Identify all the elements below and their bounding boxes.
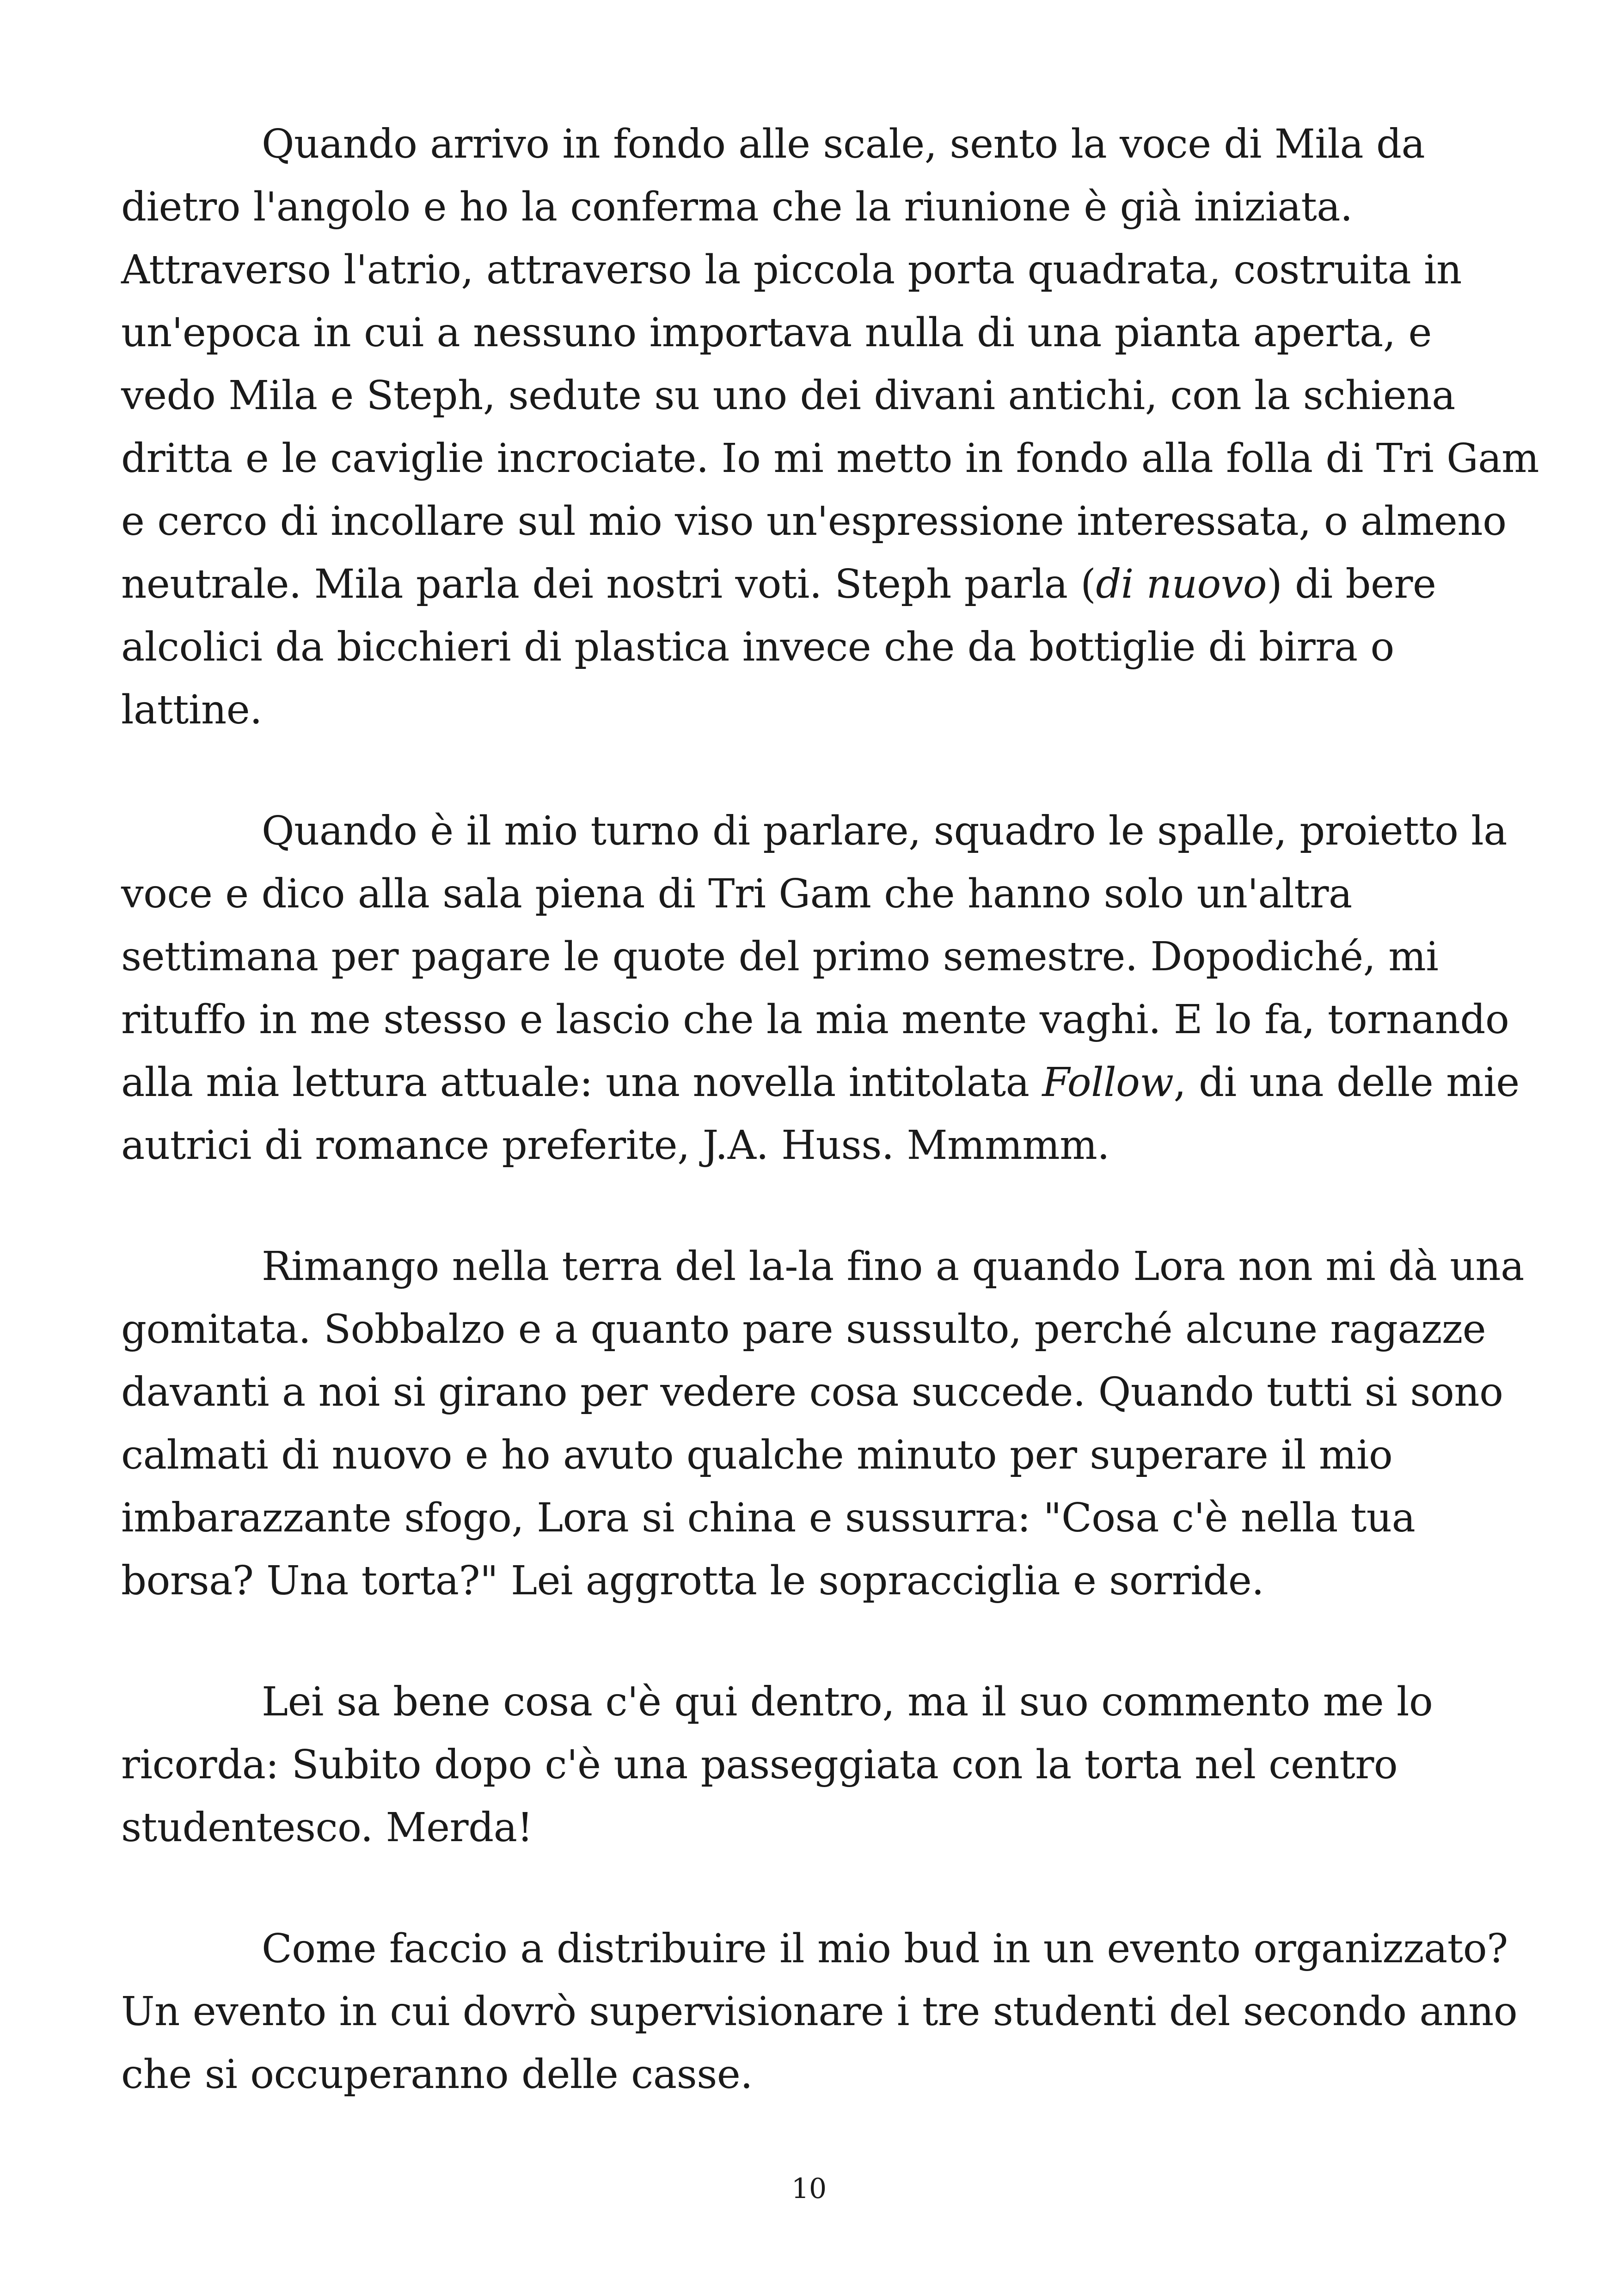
- text-line: calmati di nuovo e ho avuto qualche minuto per superare il mio: [121, 1432, 1393, 1478]
- text-line: Un evento in cui dovrò supervisionare i tre studenti del secondo anno: [121, 1989, 1518, 2035]
- text-line: Rimango nella terra del la-la fino a quando Lora non mi dà una: [262, 1243, 1524, 1290]
- italic-phrase: di nuovo: [1096, 561, 1267, 607]
- text-line: voce e dico alla sala piena di Tri Gam che hanno solo un'altra: [121, 871, 1352, 917]
- text-line: studentesco. Merda!: [121, 1805, 533, 1851]
- text-line: alcolici da bicchieri di plastica invece che da bottiglie di birra o: [121, 624, 1394, 670]
- text-segment: , di una delle mie: [1173, 1059, 1520, 1106]
- paragraph-1: [121, 113, 1539, 741]
- text-line: [121, 1051, 1520, 1114]
- text-line: Lei sa bene cosa c'è qui dentro, ma il suo commento me lo: [262, 1679, 1433, 1725]
- text-line: borsa? Una torta?" Lei aggrotta le sopracciglia e sorride.: [121, 1558, 1264, 1604]
- paragraph-5: [121, 1917, 1518, 2106]
- text-segment: ) di bere: [1267, 561, 1436, 607]
- text-line: Come faccio a distribuire il mio bud in un evento organizzato?: [262, 1926, 1508, 1972]
- text-line: autrici di romance preferite, J.A. Huss. Mmmmm.: [121, 1122, 1110, 1169]
- text-line: che si occuperanno delle casse.: [121, 2051, 753, 2098]
- text-line: [121, 553, 1508, 616]
- paragraph-4: [121, 1671, 1508, 1859]
- text-line: Attraverso l'atrio, attraverso la piccola porta quadrata, costruita in: [121, 247, 1462, 293]
- text-line: vedo Mila e Steph, sedute su uno dei divani antichi, con la schiena: [121, 373, 1455, 419]
- text-line: Quando arrivo in fondo alle scale, sento la voce di Mila da: [262, 121, 1425, 167]
- text-segment: neutrale. Mila parla dei nostri voti. Steph parla (: [121, 561, 1096, 607]
- text-line: davanti a noi si girano per vedere cosa succede. Quando tutti si sono: [121, 1369, 1503, 1415]
- text-line: un'epoca in cui a nessuno importava nulla di una pianta aperta, e: [121, 310, 1432, 356]
- text-line: Quando è il mio turno di parlare, squadro le spalle, proietto la: [262, 808, 1508, 854]
- text-line: gomitata. Sobbalzo e a quanto pare sussulto, perché alcune ragazze: [121, 1306, 1486, 1353]
- paragraph-2: [121, 800, 1520, 1177]
- text-line: e cerco di incollare sul mio viso un'espressione interessata, o almeno: [121, 498, 1507, 545]
- book-title: Follow: [1042, 1059, 1174, 1106]
- page-body: [121, 113, 1539, 2164]
- paragraph-3: [121, 1235, 1524, 1612]
- text-line: settimana per pagare le quote del primo semestre. Dopodiché, mi: [121, 934, 1439, 980]
- text-line: imbarazzante sfogo, Lora si china e sussurra: "Cosa c'è nella tua: [121, 1495, 1416, 1541]
- text-line: lattine.: [121, 687, 263, 733]
- text-line: dietro l'angolo e ho la conferma che la riunione è già iniziata.: [121, 184, 1353, 230]
- page-number: 10: [791, 2173, 827, 2205]
- text-segment: alla mia lettura attuale: una novella intitolata: [121, 1059, 1042, 1106]
- text-line: dritta e le caviglie incrociate. Io mi metto in fondo alla folla di Tri Gam: [121, 435, 1539, 482]
- text-line: ricorda: Subito dopo c'è una passeggiata con la torta nel centro: [121, 1742, 1398, 1788]
- text-line: rituffo in me stesso e lascio che la mia mente vaghi. E lo fa, tornando: [121, 997, 1509, 1043]
